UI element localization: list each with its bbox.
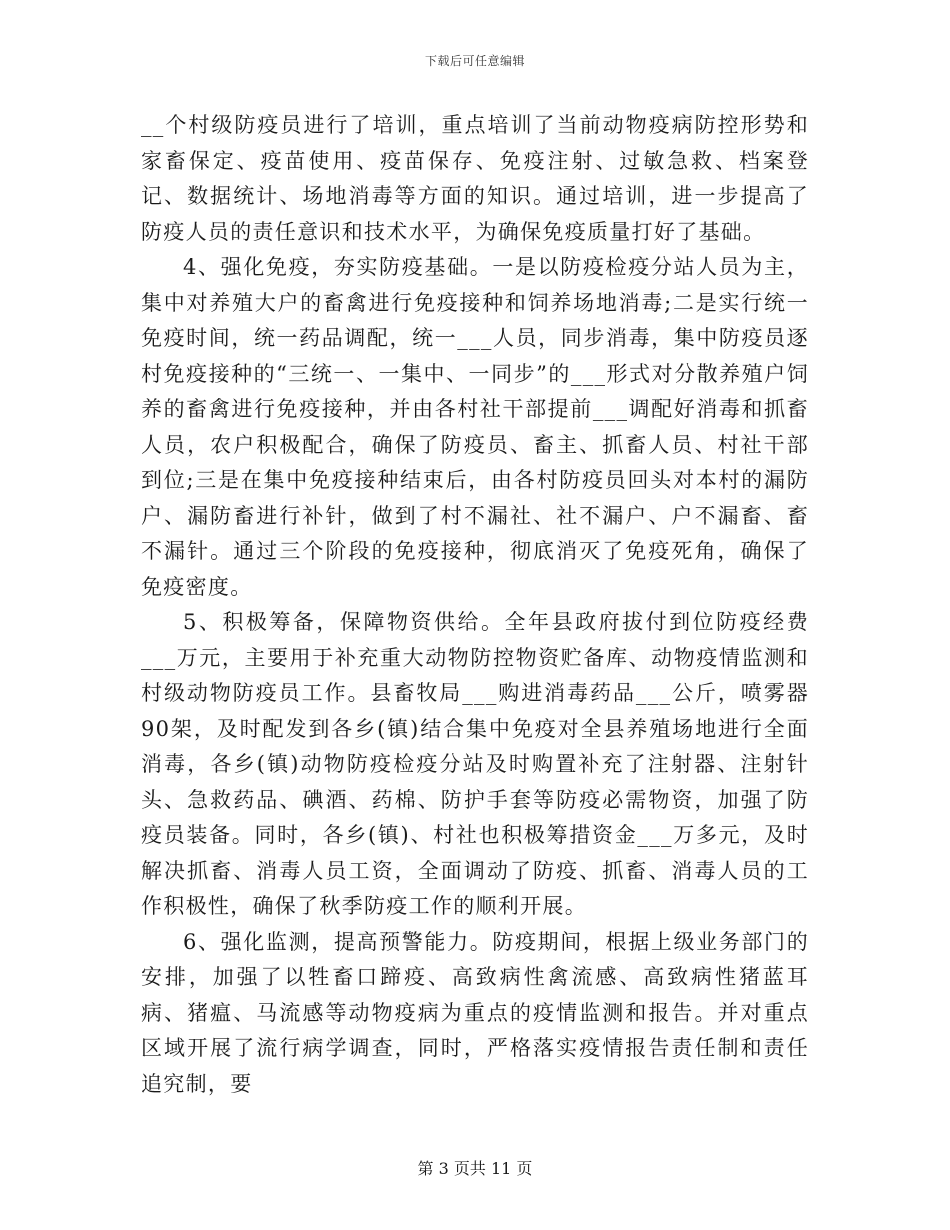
document-body xyxy=(141,108,809,1102)
paragraph-item-4: 4、强化免疫，夯实防疫基础。一是以防疫检疫分站人员为主，集中对养殖大户的畜禽进行免疫接种和饲养场地消毒;二是实行统一免疫时间，统一药品调配，统一___人员，同步消毒，集中防疫员逐村免疫接种的“三统一、一集中、一同步”的___形式对分散养殖户饲养的畜禽进行免疫接种，并由各村社干部提前___调配好消毒和抓畜人员，农户积极配合，确保了防疫员、畜主、抓畜人员、村社干部到位;三是在集中免疫接种结束后，由各村防疫员回头对本村的漏防户、漏防畜进行补针，做到了村不漏社、社不漏户、户不漏畜、畜不漏针。通过三个阶段的免疫接种，彻底消灭了免疫死角，确保了免疫密度。 xyxy=(141,255,809,599)
page-number-footer: 第 3 页共 11 页 xyxy=(417,1159,533,1178)
page-header: 下载后可任意编辑 xyxy=(424,54,525,68)
paragraph-continuation: __个村级防疫员进行了培训，重点培训了当前动物疫病防控形势和家畜保定、疫苗使用、疫苗保存、免疫注射、过敏急救、档案登记、数据统计、场地消毒等方面的知识。通过培训，进一步提高了防疫人员的责任意识和技术水平，为确保免疫质量打好了基础。 xyxy=(141,113,809,244)
paragraph-item-5: 5、积极筹备，保障物资供给。全年县政府拔付到位防疫经费___万元，主要用于补充重大动物防控物资贮备库、动物疫情监测和村级动物防疫员工作。县畜牧局___购进消毒药品___公斤，喷雾器90架，及时配发到各乡(镇)结合集中免疫对全县养殖场地进行全面消毒，各乡(镇)动物防疫检疫分站及时购置补充了注射器、注射针头、急救药品、碘酒、药棉、防护手套等防疫必需物资，加强了防疫员装备。同时，各乡(镇)、村社也积极筹措资金___万多元，及时解决抓畜、消毒人员工资，全面调动了防疫、抓畜、消毒人员的工作积极性，确保了秋季防疫工作的顺利开展。 xyxy=(141,610,809,918)
paragraph-item-6: 6、强化监测，提高预警能力。防疫期间，根据上级业务部门的安排，加强了以牲畜口蹄疫、高致病性禽流感、高致病性猪蓝耳病、猪瘟、马流感等动物疫病为重点的疫情监测和报告。并对重点区域开展了流行病学调查，同时，严格落实疫情报告责任制和责任追究制，要 xyxy=(141,929,809,1096)
